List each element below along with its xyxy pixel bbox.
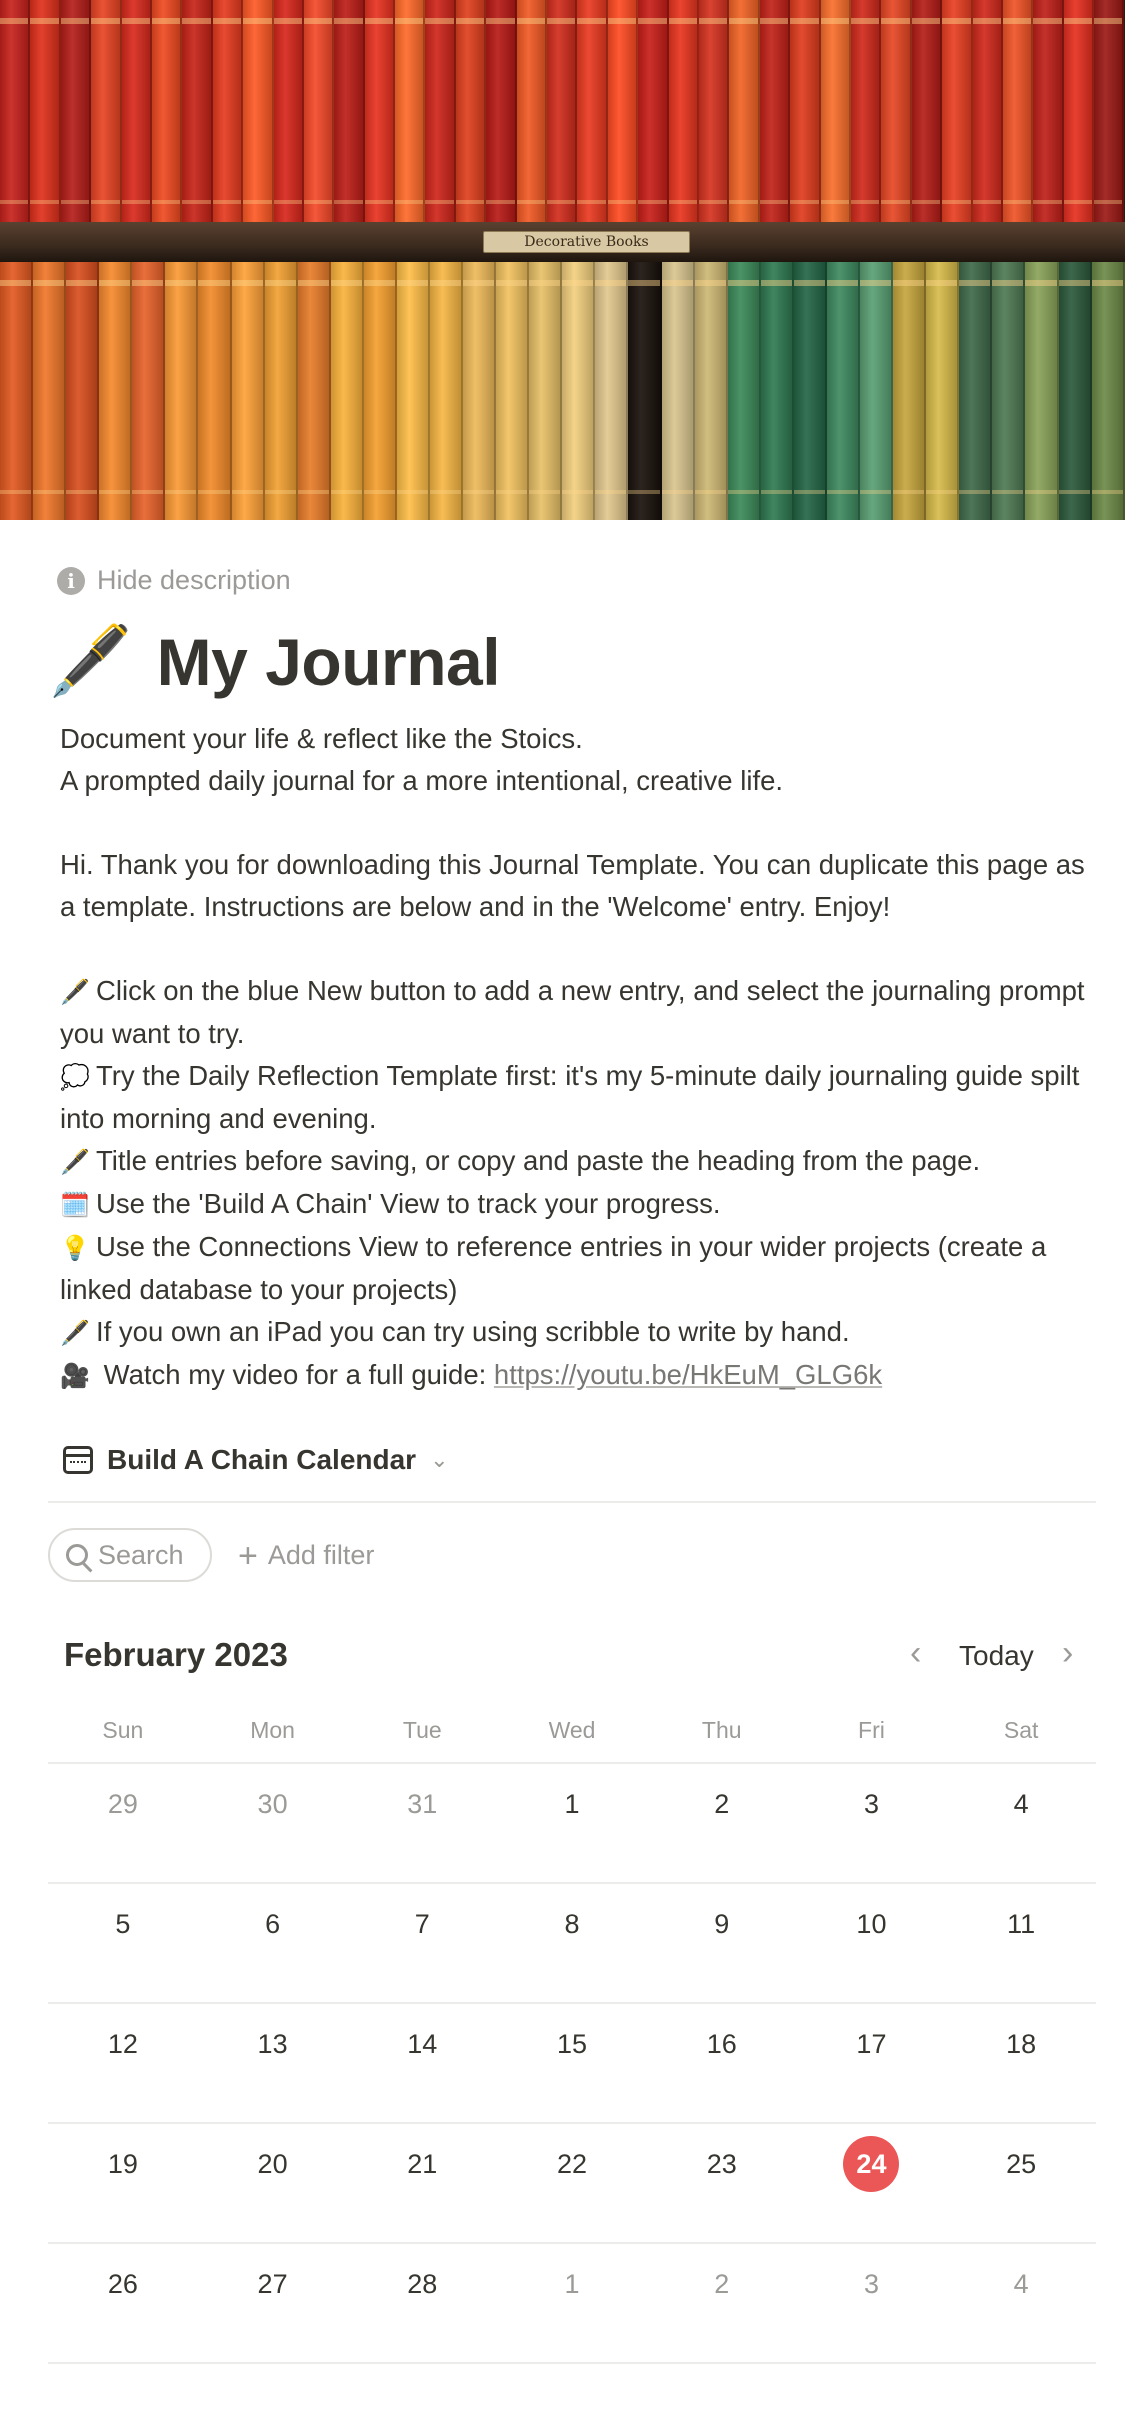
book-spine [274,0,304,230]
weekday-label: Fri [858,1717,885,1743]
calendar-day[interactable] [347,2124,497,2242]
calendar-day[interactable] [347,1764,497,1882]
calendar-day[interactable] [347,2244,497,2362]
calendar-month-label: February 2023 [64,1636,288,1673]
calendar-day[interactable] [946,2004,1096,2122]
bookshelf-bottom-row [0,262,1125,520]
book-spine [397,262,430,520]
calendar-day-number: 24 [843,2136,899,2192]
calendar-day-number: 15 [556,2028,588,2059]
calendar-day[interactable] [497,2244,647,2362]
calendar-day[interactable] [198,1764,348,1882]
calendar-day-number: 4 [1013,2268,1029,2299]
book-spine [122,0,152,230]
calendar-day-number: 25 [1006,2148,1037,2179]
instruction-item: 💡 Use the Connections View to reference entries in your wider projects (create a linked database to your projects) [60,1226,1100,1311]
book-spine [1092,262,1125,520]
book-spine [364,262,397,520]
book-spine [165,262,198,520]
book-spine [577,0,607,230]
calendar-day[interactable] [946,1884,1096,2002]
calendar-day[interactable] [497,2004,647,2122]
book-spine [959,262,992,520]
book-spine [298,262,331,520]
calendar-week-row [48,1764,1096,1884]
book-spine [790,0,820,230]
book-spine [331,262,364,520]
calendar-week-row [48,2124,1096,2244]
book-spine [821,0,851,230]
calendar-day-number: 22 [556,2148,588,2179]
book-spine [304,0,334,230]
book-spine [728,262,761,520]
calendar-day-number: 3 [863,2268,879,2299]
book-spine [669,0,699,230]
calendar-day-number: 28 [407,2268,438,2299]
page-description [60,718,1100,1397]
calendar-day-number: 26 [107,2268,138,2299]
book-spine [1094,0,1124,230]
calendar-day[interactable] [647,1884,797,2002]
book-spine [33,262,66,520]
description-line: Document your life & reflect like the Stoics. [60,723,583,754]
video-link[interactable]: https://youtu.be/HkEuM_GLG6k [493,1359,883,1390]
book-spine [517,0,547,230]
book-spine [61,0,91,230]
book-spine [496,262,529,520]
calendar-day[interactable] [946,2244,1096,2362]
book-spine [463,262,496,520]
thought-bubble-icon: 💭 [60,1063,90,1091]
video-camera-icon: 🎥 [60,1362,90,1390]
book-spine [1059,262,1092,520]
book-spine [430,262,463,520]
calendar-week-row [48,2004,1096,2124]
search-icon [66,1544,88,1566]
calendar-day-number: 4 [1013,1788,1029,1819]
hide-description-button[interactable] [57,565,291,596]
calendar-day[interactable] [946,2124,1096,2242]
book-spine [456,0,486,230]
add-filter-button[interactable] [238,1536,375,1575]
book-spine [608,0,638,230]
weekday-label: Thu [701,1717,742,1743]
book-spine [213,0,243,230]
book-spine [860,262,893,520]
calendar-day[interactable] [48,2124,198,2242]
calendar-day-number: 14 [407,2028,438,2059]
instruction-item: 🖋️ Title entries before saving, or copy and paste the heading from the page. [60,1140,1100,1183]
book-spine [827,262,860,520]
view-selector[interactable] [63,1444,449,1476]
book-spine [638,0,668,230]
book-spine [425,0,455,230]
calendar-day-number: 11 [1007,1908,1036,1939]
book-spine [662,262,695,520]
calendar-day-number: 8 [564,1908,580,1939]
calendar-day-number: 18 [1006,2028,1037,2059]
calendar-day-number: 30 [257,1788,288,1819]
plus-icon: + [238,1536,258,1575]
book-spine [365,0,395,230]
weekday-label: Wed [548,1717,596,1743]
calendar-day-number: 10 [856,1908,887,1939]
weekday-label: Sat [1003,1717,1039,1743]
book-spine [1033,0,1063,230]
book-spine [1064,0,1094,230]
page-title-block [48,622,500,702]
calendar-day[interactable] [647,1764,797,1882]
book-spine [794,262,827,520]
book-spine [926,262,959,520]
book-spine [91,0,121,230]
calendar-day[interactable] [497,2124,647,2242]
calendar-day[interactable] [946,1764,1096,1882]
book-spine [30,0,60,230]
calendar-day[interactable] [797,1884,947,2002]
calendar-week-row [48,1884,1096,2004]
cover-image [0,0,1125,520]
calendar-day-number: 19 [107,2148,138,2179]
book-spine [486,0,516,230]
book-spine [881,0,911,230]
calendar-day[interactable] [198,2244,348,2362]
calendar-week-row [48,2244,1096,2364]
calendar-day-today[interactable] [797,2124,947,2242]
book-spine [695,262,728,520]
hide-description-label: Hide description [97,565,291,595]
calendar-day[interactable] [198,1884,348,2002]
view-name: Build A Chain Calendar [107,1444,417,1475]
page-title[interactable]: My Journal [156,625,501,699]
book-spine [334,0,364,230]
book-spine [699,0,729,230]
bookshelf-top-row [0,0,1125,230]
calendar-day[interactable] [48,1884,198,2002]
calendar-day-number: 1 [564,1788,580,1819]
book-spine [992,262,1025,520]
calendar-icon: 🗓️ [60,1191,90,1219]
calendar-day[interactable] [48,1764,198,1882]
pen-icon: 🖋️ [60,1319,90,1347]
book-spine [1025,262,1058,520]
instruction-item: 🗓️ Use the 'Build A Chain' View to track your progress. [60,1183,1100,1226]
book-spine [851,0,881,230]
calendar-day-number: 20 [257,2148,288,2179]
book-spine [562,262,595,520]
calendar-day[interactable] [198,2004,348,2122]
weekday-label: Sun [102,1717,144,1743]
calendar-day[interactable] [797,1764,947,1882]
book-spine [893,262,926,520]
calendar-day[interactable] [647,2124,797,2242]
book-spine [973,0,1003,230]
calendar-day-number: 9 [714,1908,730,1939]
book-spine [628,262,661,520]
calendar-day-number: 27 [257,2268,288,2299]
book-spine [547,0,577,230]
calendar-day-number: 29 [107,1788,138,1819]
calendar-day-number: 3 [863,1788,879,1819]
chevron-right-icon[interactable]: › [1062,1634,1074,1672]
chevron-left-icon[interactable]: ‹ [910,1634,922,1672]
book-spine [0,262,33,520]
weekday-label: Mon [250,1717,295,1743]
book-spine [0,0,30,230]
calendar-day-number: 12 [107,2028,138,2059]
calendar-day-number: 23 [706,2148,737,2179]
book-spine [729,0,759,230]
book-spine [198,262,231,520]
calendar-day[interactable] [497,1884,647,2002]
pen-icon: 🖋️ [60,978,90,1006]
calendar-day[interactable] [647,2244,797,2362]
instruction-item: 💭 Try the Daily Reflection Template first: it's my 5-minute daily journaling guide spilt into morning and evening. [60,1055,1100,1140]
info-icon: i [57,567,85,595]
calendar-day[interactable] [48,2244,198,2362]
book-spine [912,0,942,230]
calendar-day-number: 16 [706,2028,737,2059]
book-spine [595,262,628,520]
book-spine [232,262,265,520]
instruction-item: 🖋️ If you own an iPad you can try using scribble to write by hand. [60,1311,1100,1354]
calendar-day[interactable] [797,2004,947,2122]
calendar-day[interactable] [497,1764,647,1882]
calendar-day-number: 5 [115,1908,131,1939]
calendar-day-number: 2 [714,2268,730,2299]
book-spine [760,0,790,230]
pen-icon: 🖋️ [60,1148,90,1176]
calendar-day-number: 1 [564,2268,580,2299]
book-spine [66,262,99,520]
book-spine [132,262,165,520]
calendar-day-number: 21 [407,2148,438,2179]
search-button[interactable] [48,1528,212,1582]
pen-icon[interactable]: 🖋️ [48,622,133,701]
add-filter-label: Add filter [267,1540,375,1570]
calendar-day-number: 17 [856,2028,887,2059]
book-spine [182,0,212,230]
book-spine [942,0,972,230]
weekday-label: Tue [402,1717,442,1743]
calendar-day[interactable] [647,2004,797,2122]
instruction-item: 🖋️ Click on the blue New button to add a new entry, and select the journaling prompt you want to try. [60,970,1100,1055]
book-spine [265,262,298,520]
chevron-down-icon: ⌄ [430,1447,449,1472]
today-button[interactable]: Today [959,1640,1034,1671]
book-spine [761,262,794,520]
book-spine [99,262,132,520]
shelf-label: Decorative Books [483,231,690,253]
book-spine [243,0,273,230]
calendar-day[interactable] [48,2004,198,2122]
search-label: Search [98,1539,184,1570]
book-spine [395,0,425,230]
calendar-day[interactable] [198,2124,348,2242]
book-spine [1003,0,1033,230]
calendar-icon [63,1446,93,1474]
calendar-day[interactable] [347,1884,497,2002]
book-spine [152,0,182,230]
lightbulb-icon: 💡 [60,1234,90,1262]
video-item: 🎥 Watch my video for a full guide: https://youtu.be/HkEuM_GLG6k [60,1354,1100,1397]
description-line: Hi. Thank you for downloading this Journal Template. You can duplicate this page as a template. Instructions are below and in the 'Welcome' entry. Enjoy! [60,849,1085,922]
calendar-day[interactable] [797,2244,947,2362]
description-line: A prompted daily journal for a more intentional, creative life. [60,765,784,796]
calendar-day-number: 7 [414,1908,430,1939]
divider [48,1501,1096,1503]
calendar-day-number: 2 [714,1788,730,1819]
calendar-day-number: 31 [407,1788,438,1819]
calendar-day-number: 6 [265,1908,281,1939]
weekday-header [48,1717,1096,1744]
calendar-day[interactable] [347,2004,497,2122]
calendar-day-number: 13 [257,2028,288,2059]
book-spine [529,262,562,520]
